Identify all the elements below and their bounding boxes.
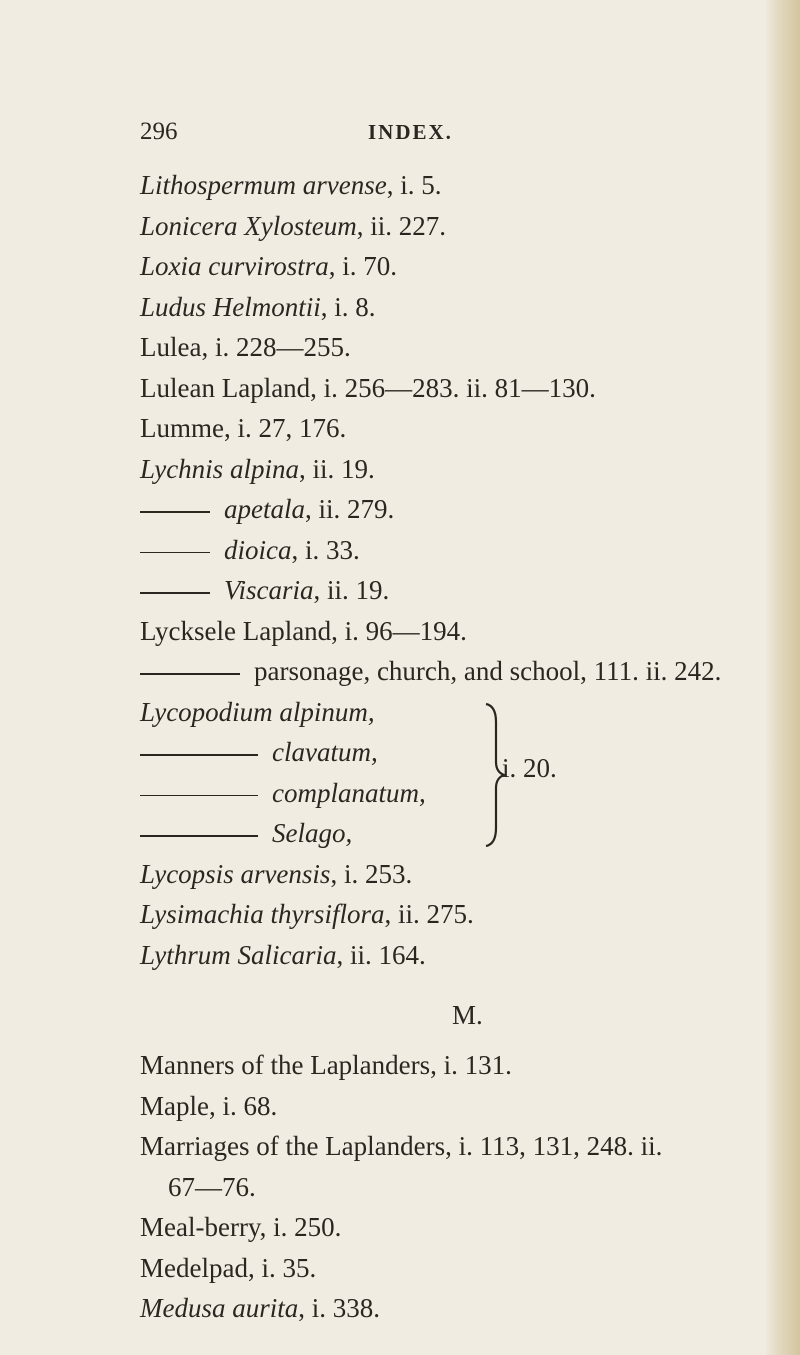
index-entry: Lumme, i. 27, 176. xyxy=(140,413,347,443)
index-subentry: complanatum, xyxy=(140,773,780,814)
index-entry: Lithospermum arvense, i. 5. xyxy=(140,170,442,200)
index-entry: Manners of the Laplanders, i. 131. xyxy=(140,1050,512,1080)
index-entry: Lycksele Lapland, i. 96—194. xyxy=(140,615,467,646)
ditto-dash xyxy=(140,511,210,513)
running-head: INDEX. xyxy=(368,120,453,144)
index-entry: Lychnis alpina, ii. 19. xyxy=(140,453,375,484)
page-number: 296 xyxy=(140,118,178,145)
index-entry: Meal-berry, i. 250. xyxy=(140,1212,342,1242)
index-entry: Lulea, i. 228—255. xyxy=(140,332,351,362)
ditto-dash xyxy=(140,673,240,675)
group-reference: i. 20. xyxy=(502,752,557,783)
index-entry: Loxia curvirostra, i. 70. xyxy=(140,251,398,281)
index-entry: Ludus Helmontii, i. 8. xyxy=(140,291,376,322)
index-entry: Lonicera Xylosteum, ii. 227. xyxy=(140,210,446,241)
ditto-dash xyxy=(140,795,258,797)
index-subentry: parsonage, church, and school, 111. ii. 242. xyxy=(140,651,780,692)
index-entry: Lycopodium alpinum, xyxy=(140,696,375,727)
ditto-dash xyxy=(140,552,210,554)
page-header xyxy=(140,118,660,158)
index-subentry: Selago, xyxy=(140,813,780,854)
index-entries xyxy=(140,165,780,1329)
index-entry: Medusa aurita, i. 338. xyxy=(140,1293,381,1323)
index-entry: Lycopsis arvensis, i. 253. xyxy=(140,858,413,889)
ditto-dash xyxy=(140,754,258,756)
index-entry: Marriages of the Laplanders, i. 113, 131, 248. ii. xyxy=(140,1131,663,1161)
lycopodium-group xyxy=(140,692,780,854)
index-entry: Lulean Lapland, i. 256—283. ii. 81—130. xyxy=(140,372,596,403)
ditto-dash xyxy=(140,835,258,837)
index-entry: Medelpad, i. 35. xyxy=(140,1252,317,1283)
index-entry: Lysimachia thyrsiflora, ii. 275. xyxy=(140,899,474,929)
index-entry-continuation: 67—76. xyxy=(168,1171,256,1202)
index-entry: Lythrum Salicaria, ii. 164. xyxy=(140,939,426,970)
index-subentry: clavatum, xyxy=(140,732,780,773)
index-subentry: dioica, i. 33. xyxy=(140,530,780,571)
section-letter: M. xyxy=(452,1000,483,1030)
index-subentry: Viscaria, ii. 19. xyxy=(140,570,780,611)
index-entry: Maple, i. 68. xyxy=(140,1090,278,1121)
index-subentry: apetala, ii. 279. xyxy=(140,489,780,530)
ditto-dash xyxy=(140,592,210,594)
